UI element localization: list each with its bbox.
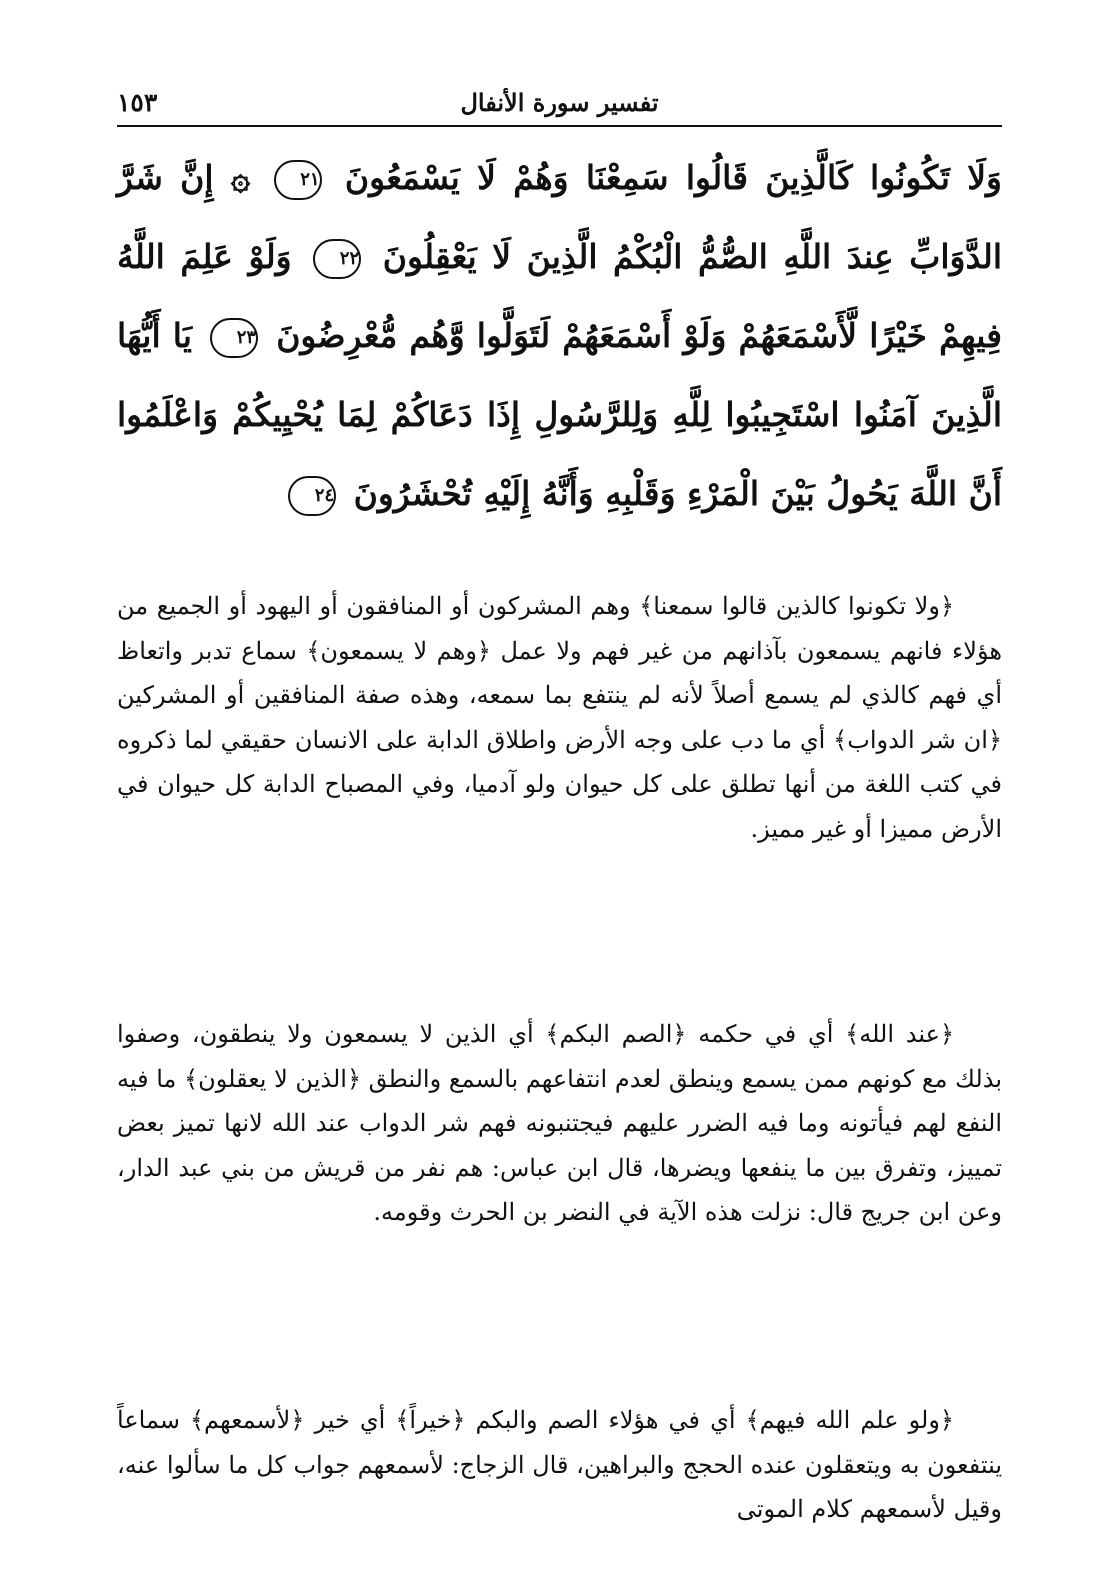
running-title: تفسير سورة الأنفال [460,88,659,117]
tafsir-paragraph-2: ﴿عند الله﴾ أي في حكمه ﴿الصم البكم﴾ أي الذين لا يسمعون ولا ينطقون، وصفوا بذلك مع كونهم ممن يسمع وينطق لعدم انتفاعهم بالسمع والنطق ﴿الذين لا يعقلون﴾ ما فيه النفع لهم فيأتونه وما فيه الضرر عليهم فيجتنبونه فهم شر الدواب عند الله لانها تميز بعض تمييز، وتفرق بين ما ينفعها ويضرها، قال ابن عباس: هم نفر من قريش من بني عبد الدار، وعن ابن جريج قال: نزلت هذه الآية في النضر بن الحرث وقومه. [117,1020,1002,1226]
verse-23-text: وَلَوْ عَلِمَ اللَّهُ فِيهِمْ خَيْرًا لَّأَسْمَعَهُمْ وَلَوْ أَسْمَعَهُمْ لَتَوَلَّوا وَّهُم مُّعْرِضُونَ [117,237,1002,355]
quran-verses-block [117,138,1002,533]
verse-21-text: وَلَا تَكُونُوا كَالَّذِينَ قَالُوا سَمِعْنَا وَهُمْ لَا يَسْمَعُونَ [344,158,1002,197]
verse-marker-22: ٢٢ [313,239,361,279]
tafsir-paragraph-3: ﴿ولو علم الله فيهم﴾ أي في هؤلاء الصم والبكم ﴿خيراً﴾ أي خير ﴿لأسمعهم﴾ سماعاً ينتفعون به ويتعقلون عنده الحجج والبراهين، قال الزجاج: لأسمعهم جواب كل ما سألوا عنه، وقيل لأسمعهم كلام الموتى [117,1406,1002,1523]
page-number: ١٥٣ [117,88,158,117]
verse-marker-24: ٢٤ [288,476,336,516]
verse-22-text: ۞ إِنَّ شَرَّ الدَّوَابِّ عِندَ اللَّهِ الصُّمُّ الْبُكْمُ الَّذِينَ لَا يَعْقِلُونَ [117,158,1002,276]
page-header [117,84,1002,126]
verse-24-text: يَا أَيُّهَا الَّذِينَ آمَنُوا اسْتَجِيبُوا لِلَّهِ وَلِلرَّسُولِ إِذَا دَعَاكُمْ لِمَا يُحْيِيكُمْ وَاعْلَمُوا أَنَّ اللَّهَ يَحُولُ بَيْنَ الْمَرْءِ وَقَلْبِهِ وَأَنَّهُ إِلَيْهِ تُحْشَرُونَ [117,316,1002,513]
verse-marker-23: ٢٣ [210,318,258,358]
header-rule [117,125,1002,127]
tafsir-paragraph-1: ﴿ولا تكونوا كالذين قالوا سمعنا﴾ وهم المشركون أو المنافقون أو اليهود أو الجميع من هؤلاء فانهم يسمعون بآذانهم من غير فهم ولا عمل ﴿وهم لا يسمعون﴾ سماع تدبر واتعاظ أي فهم كالذي لم يسمع أصلاً لأنه لم ينتفع بما سمعه، وهذه صفة المنافقين أو المشركين ﴿ان شر الدواب﴾ أي ما دب على وجه الأرض واطلاق الدابة على الانسان حقيقي لما ذكروه في كتب اللغة من أنها تطلق على كل حيوان ولو آدميا، وفي المصباح الدابة كل حيوان في الأرض مميزا أو غير مميز. [117,592,1002,843]
verse-marker-21: ٢١ [274,160,322,200]
